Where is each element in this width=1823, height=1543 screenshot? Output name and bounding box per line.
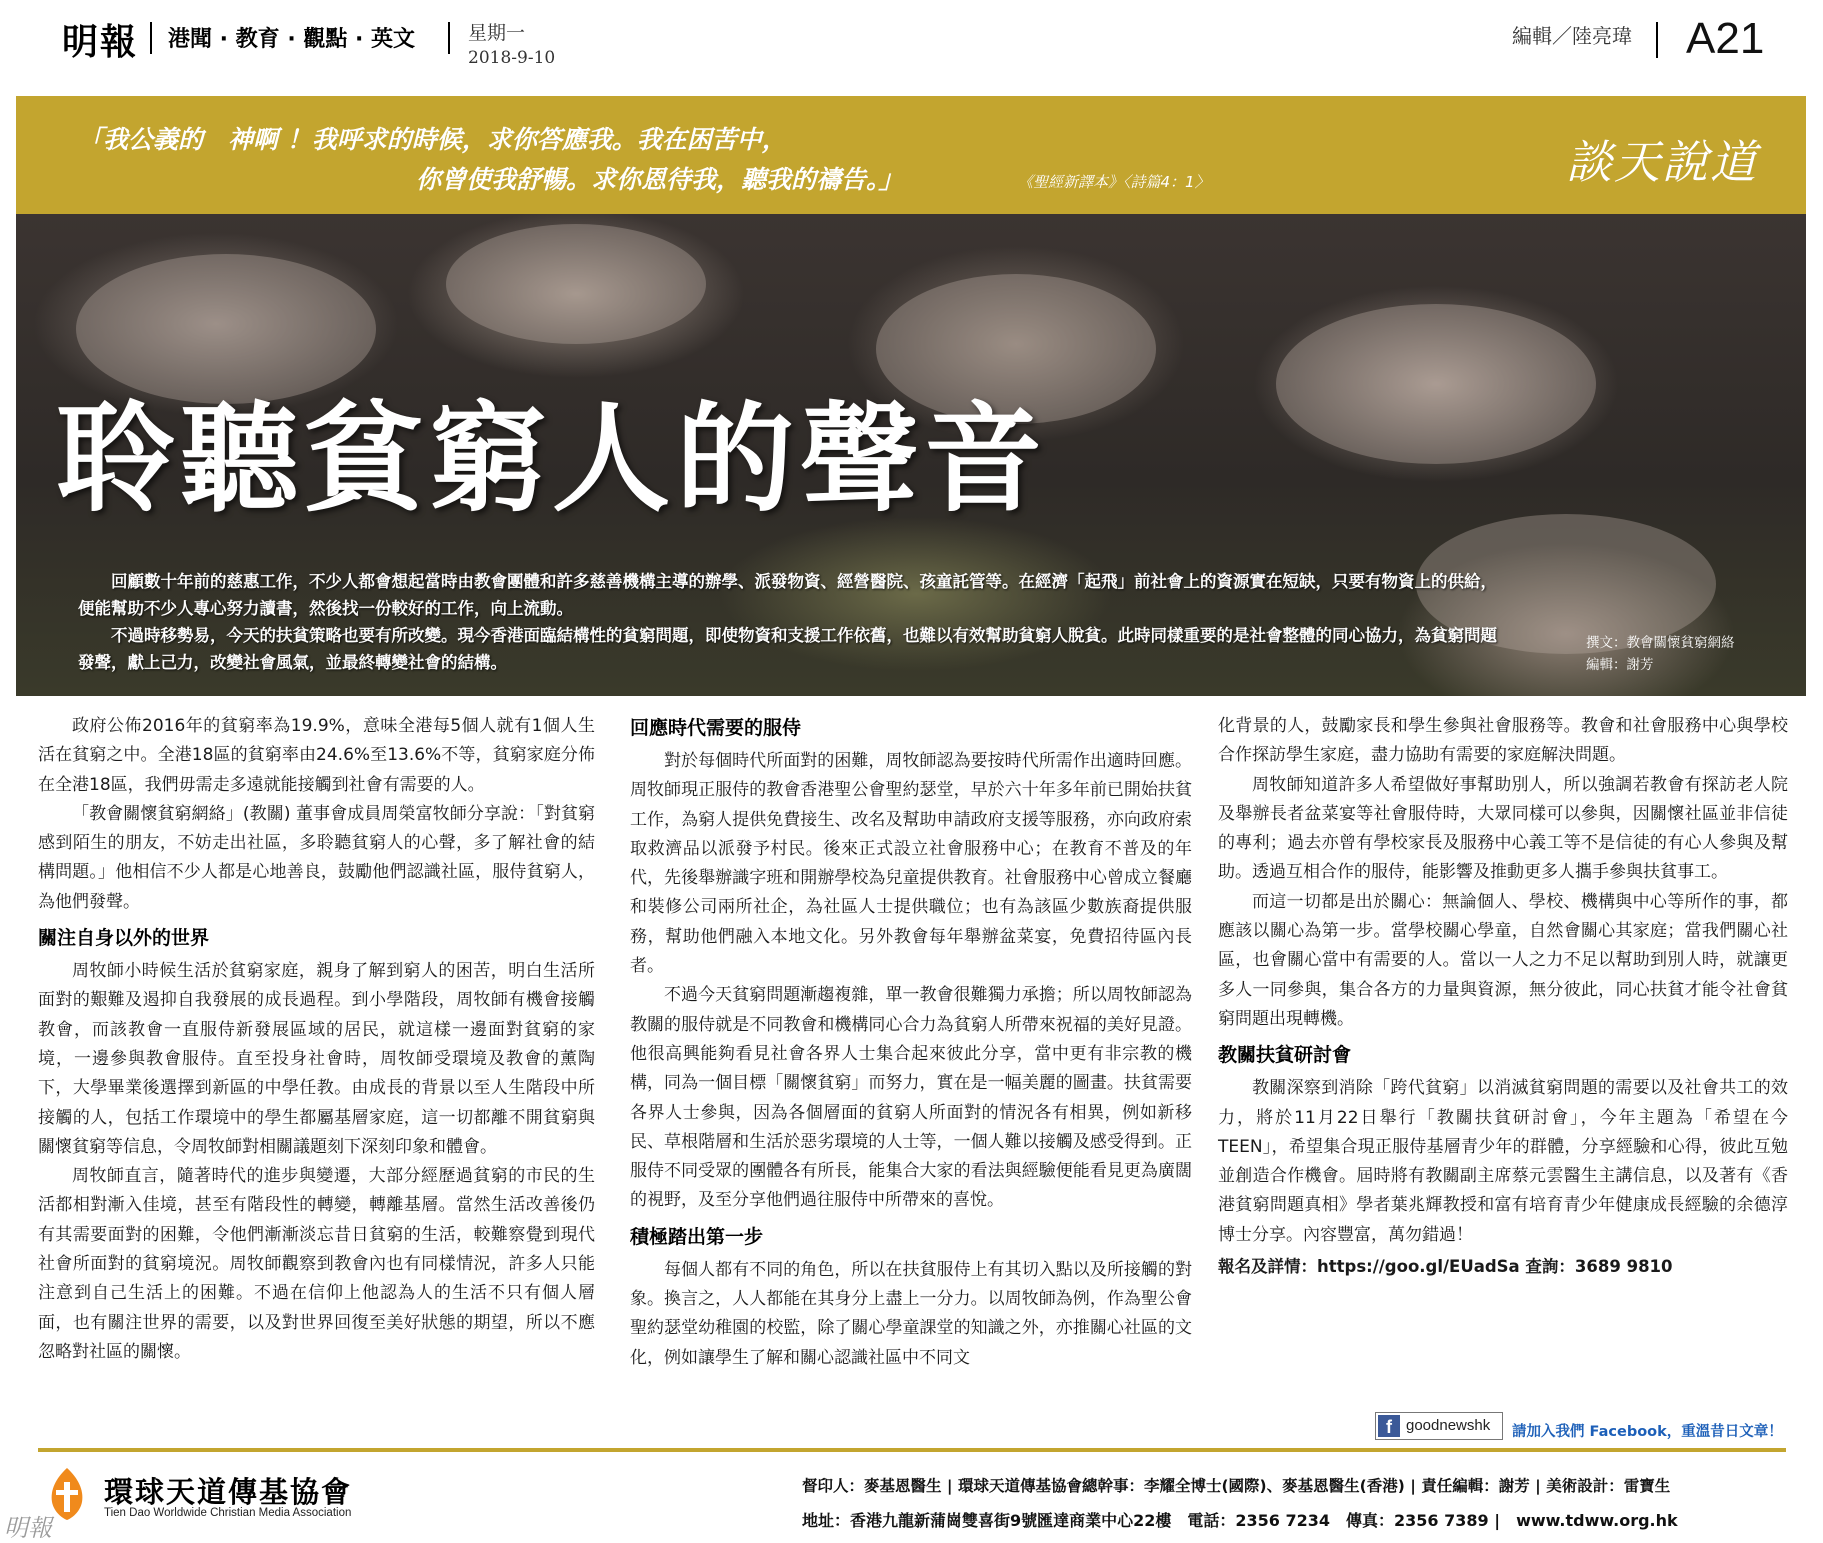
divider bbox=[150, 22, 152, 54]
facebook-badge[interactable] bbox=[1375, 1412, 1503, 1440]
paragraph: 而這一切都是出於關心：無論個人、學校、機構與中心等所作的事，都應該以關心為第一步。當學校關心學童，自然會關心其家庭；當我們關心社區，也會關心當中有需要的人。當以一人之力不足以幫助到別人時，就讓更多人一同參與，集合各方的力量與資源，無分彼此，同心扶貧才能令社會貧窮問題出現轉機。 bbox=[1218, 891, 1788, 1029]
column-logo: 談天說道 bbox=[1566, 135, 1758, 189]
organization-name-english: Tien Dao Worldwide Christian Media Association bbox=[104, 1507, 352, 1519]
subheading: 積極踏出第一步 bbox=[630, 1225, 764, 1248]
paragraph: 周牧師小時候生活於貧窮家庭，親身了解到窮人的困苦，明白生活所面對的艱難及遏抑自我發展的成長過程。到小學階段，周牧師有機會接觸教會，而該教會一直服侍新發展區域的居民，就這樣一邊面對貧窮的家境，一邊參與教會服侍。直至投身社會時，周牧師受環境及教會的薰陶下，大學畢業後選擇到新區的中學任教。由成長的背景以至人生階段中所接觸的人，包括工作環境中的學生都屬基層家庭，這一切都離不開貧窮與關懷貧窮等信息，令周牧師對相關議題刻下深刻印象和體會。 bbox=[38, 961, 595, 1157]
paragraph: 周牧師直言，隨著時代的進步與變遷，大部分經歷過貧窮的市民的生活都相對漸入佳境，甚至有階段性的轉變，轉離基層。當然生活改善後仍有其需要面對的困難，令他們漸漸淡忘昔日貧窮的生活，較難察覺到現代社會所面對的貧窮境況。周牧師觀察到教會內也有同樣情況，許多人只能注意到自己生活上的困難。不過在信仰上他認為人的生活不只有個人層面，也有關注世界的需要，以及對世界回復至美好狀態的期望，所以不應忽略對社區的關懷。 bbox=[38, 1166, 595, 1362]
article-column-2 bbox=[630, 707, 1192, 1373]
footer-address: 地址：香港九龍新蒲崗雙喜街9號匯達商業中心22樓 電話：2356 7234 傳真：2356 7389 | www.tdww.org.hk bbox=[802, 1511, 1678, 1530]
lede-paragraph-2: 不過時移勢易，今天的扶貧策略也要有所改變。現今香港面臨結構性的貧窮問題，即使物資和支援工作依舊，也難以有效幫助貧窮人脫貧。此時同樣重要的是社會整體的同心協力，為貧窮問題發聲，獻上己力，改變社會風氣，並最終轉變社會的結構。 bbox=[78, 626, 1497, 672]
newspaper-logo: 明報 bbox=[62, 21, 139, 63]
contact-info: 報名及詳情：https://goo.gl/EUadSa 查詢：3689 9810 bbox=[1218, 1257, 1673, 1277]
credit-editor: 編輯：謝芳 bbox=[1586, 657, 1654, 673]
lede-paragraph-1: 回顧數十年前的慈惠工作，不少人都會想起當時由教會團體和許多慈善機構主導的辦學、派發物資、經營醫院、孩童託管等。在經濟「起飛」前社會上的資源實在短缺，只要有物資上的供給，便能幫助不少人專心努力讀書，然後找一份較好的工作，向上流動。 bbox=[78, 572, 1497, 618]
facebook-handle: goodnewshk bbox=[1406, 1417, 1491, 1434]
hand-shape bbox=[446, 224, 706, 344]
headline: 聆聽貧窮人的聲音 bbox=[56, 390, 1049, 528]
footer-rule bbox=[38, 1448, 1786, 1452]
divider bbox=[1656, 22, 1658, 58]
page-number: A21 bbox=[1686, 14, 1765, 63]
hero-photo bbox=[16, 214, 1806, 696]
verse-line-2: 你曾使我舒暢。求你恩待我，聽我的禱告。」 bbox=[416, 165, 904, 194]
footer-staff: 督印人：麥基恩醫生 | 環球天道傳基協會總幹事：李耀全博士(國際)、麥基恩醫生(香港) | 責任編輯：謝芳 | 美術設計：雷寶生 bbox=[802, 1477, 1671, 1495]
watermark: 明報 bbox=[4, 1514, 52, 1542]
section-list: 港聞 · 教育 · 觀點 · 英文 bbox=[168, 27, 416, 52]
subheading: 教關扶貧研討會 bbox=[1218, 1044, 1352, 1067]
hand-shape bbox=[1276, 304, 1596, 464]
organization-name: 環球天道傳基協會 bbox=[104, 1475, 353, 1509]
masthead bbox=[0, 0, 1823, 80]
paragraph: 教關深察到消除「跨代貧窮」以消滅貧窮問題的需要以及社會共工的效力，將於11月22日舉行「教關扶貧研討會」，今年主題為「希望在今TEEN」，希望集合現正服侍基層青少年的群體，分享經驗和心得，彼此互勉並創造合作機會。屆時將有教關副主席蔡元雲醫生主講信息，以及著有《香港貧窮問題真相》學者葉兆輝教授和富有培育青少年健康成長經驗的余德淳博士分享。內容豐富，萬勿錯過！ bbox=[1218, 1078, 1788, 1245]
subheading: 關注自身以外的世界 bbox=[38, 927, 210, 950]
credit-author: 撰文：教會關懷貧窮網絡 bbox=[1586, 635, 1735, 651]
article-column-1 bbox=[38, 712, 595, 1367]
verse-line-1: 「我公義的 神啊 ！我呼求的時候，求你答應我。我在困苦中， bbox=[78, 125, 787, 154]
article-column-3 bbox=[1218, 712, 1788, 1281]
facebook-note: 請加入我們 Facebook，重溫昔日文章！ bbox=[1512, 1424, 1783, 1440]
verse-source: 《聖經新譯本》〈詩篇4：1〉 bbox=[1018, 173, 1210, 191]
paragraph: 化背景的人，鼓勵家長和學生參與社會服務等。教會和社會服務中心與學校合作探訪學生家庭，盡力協助有需要的家庭解決問題。 bbox=[1218, 716, 1788, 766]
divider bbox=[448, 22, 450, 54]
paragraph: 政府公佈2016年的貧窮率為19.9%，意味全港每5個人就有1個人生活在貧窮之中。全港18區的貧窮率由24.6%至13.6%不等，貧窮家庭分佈在全港18區，我們毋需走多遠就能接觸到社會有需要的人。 bbox=[38, 716, 595, 795]
article-credits bbox=[1586, 632, 1735, 676]
paragraph: 對於每個時代所面對的困難，周牧師認為要按時代所需作出適時回應。周牧師現正服侍的教會香港聖公會聖約瑟堂，早於六十年多年前已開始扶貧工作，為窮人提供免費接生、改名及幫助申請政府支援等服務，亦向政府索取救濟品以派發予村民。後來正式設立社會服務中心；在教育不普及的年代，先後舉辦識字班和開辦學校為兒童提供教育。社會服務中心曾成立餐廳和裝修公司兩所社企，為社區人士提供職位；也有為該區少數族裔提供服務，幫助他們融入本地文化。另外教會每年舉辦盆菜宴，免費招待區內長者。 bbox=[630, 751, 1192, 977]
paragraph: 「教會關懷貧窮網絡」(教關) 董事會成員周榮富牧師分享說：「對貧窮感到陌生的朋友，不妨走出社區，多聆聽貧窮人的心聲，多了解社會的結構問題。」他相信不少人都是心地善良，鼓勵他們認識社區，服侍貧窮人，為他們發聲。 bbox=[38, 803, 595, 912]
facebook-icon: f bbox=[1378, 1415, 1400, 1437]
subheading: 回應時代需要的服侍 bbox=[630, 717, 802, 739]
weekday: 星期一 bbox=[468, 22, 526, 44]
page-editor: 編輯／陸亮瑋 bbox=[1512, 24, 1632, 48]
paragraph: 不過今天貧窮問題漸趨複雜，單一教會很難獨力承擔；所以周牧師認為教關的服侍就是不同教會和機構同心合力為貧窮人所帶來祝福的美好見證。他很高興能夠看見社會各界人士集合起來彼此分享，當中更有非宗教的機構，同為一個目標「關懷貧窮」而努力，實在是一幅美麗的圖畫。扶貧需要各界人士參與，因為各個層面的貧窮人所面對的情況各有相異，例如新移民、草根階層和生活於惡劣環境的人士等，一個人難以接觸及感受得到。正服侍不同受眾的團體各有所長，能集合大家的看法與經驗便能看見更為廣闊的視野，及至分享他們過往服侍中所帶來的喜悅。 bbox=[630, 985, 1192, 1211]
scripture-band bbox=[16, 96, 1806, 214]
paragraph: 周牧師知道許多人希望做好事幫助別人，所以強調若教會有探訪老人院及舉辦長者盆菜宴等社會服侍時，大眾同樣可以參與，因關懷社區並非信徒的專利；過去亦曾有學校家長及服務中心義工等不是信徒的有心人參與及幫助。透過互相合作的服侍，能影響及推動更多人攜手參與扶貧事工。 bbox=[1218, 774, 1788, 883]
issue-date: 2018-9-10 bbox=[468, 48, 556, 68]
paragraph: 每個人都有不同的角色，所以在扶貧服侍上有其切入點以及所接觸的對象。換言之，人人都能在其身分上盡上一分力。以周牧師為例，作為聖公會聖約瑟堂幼稚園的校監，除了關心學童課堂的知識之外，亦推關心社區的文化，例如讓學生了解和關心認識社區中不同文 bbox=[630, 1259, 1192, 1368]
